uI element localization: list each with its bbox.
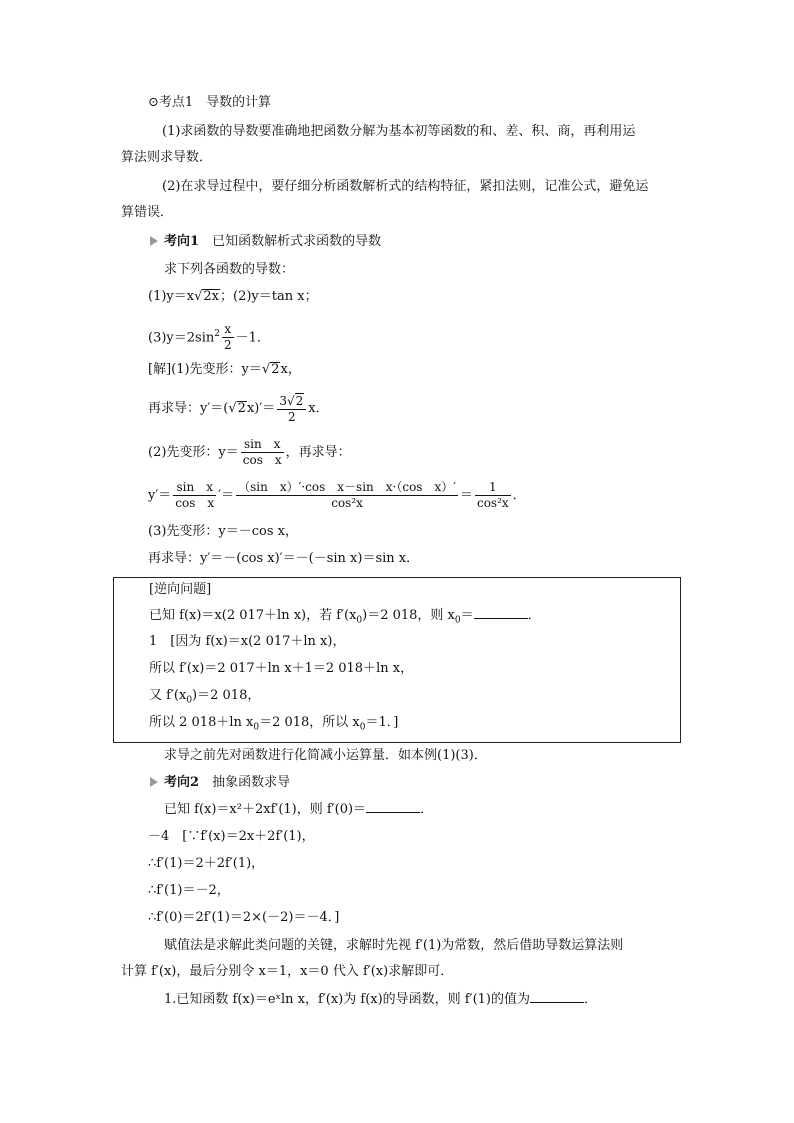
reverse-title: [逆向问题] (149, 582, 212, 597)
reverse-answer-line3 (149, 686, 260, 711)
example2-answer-line4: ∴f′(0)＝2f′(1)＝2×(－2)＝－4．] (148, 910, 340, 925)
q3-fraction (222, 322, 234, 353)
reverse-answer-line2: 所以 f′(x)＝2 017＋ln x＋1＝2 018＋ln x， (149, 661, 414, 676)
solution1-step3 (148, 435, 351, 471)
s4-fraction3 (475, 480, 511, 511)
s4-f2-num: （sin x）′·cos x－sin x·（cos x）′ (238, 480, 456, 494)
s4-f1-num: sin x (173, 480, 216, 496)
intro-p1-line1: (1)求函数的导数要准确地把函数分解为基本初等函数的和、差、积、商，再利用运 (162, 124, 636, 139)
example1-q12: (1)y＝x√2x；(2)y＝tan x； (148, 289, 318, 304)
section-heading (148, 93, 271, 113)
rq-part-b: )＝2 018，则 x (362, 608, 455, 623)
s4-f1-den: cos x (175, 496, 215, 510)
section-title: 考点1 导数的计算 (158, 95, 272, 110)
s2-radicand: 2 (237, 401, 246, 416)
triangle-bullet-icon (150, 777, 158, 787)
s4-eq: ＝ (221, 488, 235, 503)
solution1-step4 (148, 478, 526, 514)
tip2-line1: 赋值法是求解此类问题的关键，求解时先视 f′(1)为常数，然后借助导数运算法则 (164, 938, 624, 953)
rq-sub2: 0 (454, 615, 461, 626)
example1-q3 (148, 318, 270, 353)
s2-frac-num: 3√2 (277, 393, 306, 410)
answer-blank (530, 990, 584, 1003)
q12-radicand: 2x (203, 289, 219, 304)
s2-num-coef: 3 (279, 393, 287, 408)
reverse-question (149, 606, 541, 631)
ra4-part-c: ＝1．] (365, 715, 399, 730)
exercise1 (164, 990, 597, 1010)
answer-blank (366, 800, 420, 813)
direction2-heading (150, 773, 290, 793)
example1-prompt: 求下列各函数的导数： (164, 262, 295, 277)
reverse-answer-line4 (149, 713, 398, 738)
s4-part-a: y′＝ (148, 488, 172, 503)
q3-frac-num: x (222, 322, 234, 338)
rq-part-a: 已知 f(x)＝x(2 017＋ln x)，若 f′(x (149, 608, 357, 623)
s4-fraction2 (236, 480, 458, 511)
ra3-part-b: )＝2 018， (192, 688, 261, 703)
s2-frac-den: 2 (287, 409, 296, 424)
direction1-label: 考向1 (164, 234, 200, 249)
example2-answer-line1: －4 [∵f′(x)＝2x＋2f′(1)， (148, 829, 315, 844)
reverse-answer-line1: 1 [因为 f(x)＝x(2 017＋ln x)， (149, 634, 346, 649)
s4-prime: ′ (218, 488, 222, 503)
s3-part-b: ，再求导： (285, 445, 351, 460)
rq-sub1: 0 (356, 615, 363, 626)
q3-frac-den: 2 (223, 338, 232, 353)
s1-part-a: [解](1)先变形：y＝ (148, 362, 262, 377)
solution1-step2: 再求导：y′＝(√2x)′＝ $\frac{3√2}{2}$ x． (148, 393, 329, 424)
q12-part-b: ；(2)y＝tan x； (220, 289, 318, 304)
q3-part-a: (3)y＝2sin (148, 330, 215, 346)
s3-frac-num: sin x (241, 437, 284, 453)
s2-part-a: 再求导：y′＝( (148, 401, 229, 416)
solution1-step5: (3)先变形：y＝－cos x， (148, 524, 299, 539)
s1-radicand: 2 (271, 362, 280, 377)
triangle-bullet-icon (150, 236, 158, 246)
ra3-part-a: 又 f′(x (149, 688, 187, 703)
s1-part-b: x， (280, 362, 301, 377)
direction2-label: 考向2 (164, 775, 200, 790)
q12-part-a: (1)y＝x (148, 289, 195, 304)
s2-fraction (277, 393, 306, 425)
example2-answer-line3: ∴f′(1)＝－2， (148, 883, 230, 898)
ra4-sub2: 0 (359, 722, 366, 733)
s4-end: ． (512, 488, 526, 503)
direction2-title: 抽象函数求导 (212, 775, 291, 790)
s4-f2-den: cos²x (331, 496, 363, 510)
answer-blank (474, 606, 528, 619)
s2-part-b: x)′＝ (246, 401, 276, 416)
ra4-part-a: 所以 2 018＋ln x (149, 715, 254, 730)
tip2-line2: 计算 f′(x)，最后分别令 x＝1，x＝0 代入 f′(x)求解即可． (121, 964, 454, 979)
ra3-sub: 0 (186, 695, 193, 706)
rq-end: ． (527, 608, 541, 623)
direction1-heading (150, 232, 381, 252)
direction1-title: 已知函数解析式求函数的导数 (212, 234, 382, 249)
rq-part-c: ＝ (460, 608, 474, 623)
example2-question (164, 800, 433, 820)
s3-fraction (241, 437, 284, 468)
solution1-step1: [解](1)先变形：y＝√2x， (148, 362, 301, 377)
ex1-end: ． (584, 992, 598, 1007)
ra4-part-b: ＝2 018，所以 x (259, 715, 360, 730)
ra4-sub1: 0 (253, 722, 260, 733)
e2q-part-a: 已知 f(x)＝x²＋2xf′(1)，则 f′(0)＝ (164, 802, 367, 817)
s3-part-a: (2)先变形：y＝ (148, 445, 239, 460)
tip1: 求导之前先对函数进行化简减小运算量．如本例(1)(3)． (164, 748, 487, 763)
q3-sup: 2 (214, 329, 220, 339)
intro-p2-line2: 算错误． (121, 205, 174, 220)
s4-eq2: ＝ (459, 488, 473, 503)
section-marker: ⊙ (148, 95, 159, 110)
s4-fraction1 (173, 480, 216, 511)
s2-part-c: x． (308, 401, 329, 416)
solution1-step6: 再求导：y′＝－(cos x)′＝－(－sin x)＝sin x． (148, 551, 420, 566)
s4-f3-den: cos²x (476, 496, 509, 510)
s2-num-radicand: 2 (295, 393, 304, 408)
example2-answer-line2: ∴f′(1)＝2＋2f′(1)， (148, 856, 265, 871)
ex1-part-a: 1.已知函数 f(x)＝eˣln x，f′(x)为 f(x)的导函数，则 f′(1)的值为 (164, 992, 530, 1007)
intro-p2-line1: (2)在求导过程中，要仔细分析函数解析式的结构特征，紧扣法则，记准公式，避免运 (162, 179, 649, 194)
q3-part-b: －1． (235, 330, 270, 346)
s4-f3-num: 1 (475, 480, 511, 496)
e2q-end: ． (420, 802, 434, 817)
s3-frac-den: cos x (242, 453, 282, 467)
intro-p1-line2: 算法则求导数． (121, 150, 213, 165)
